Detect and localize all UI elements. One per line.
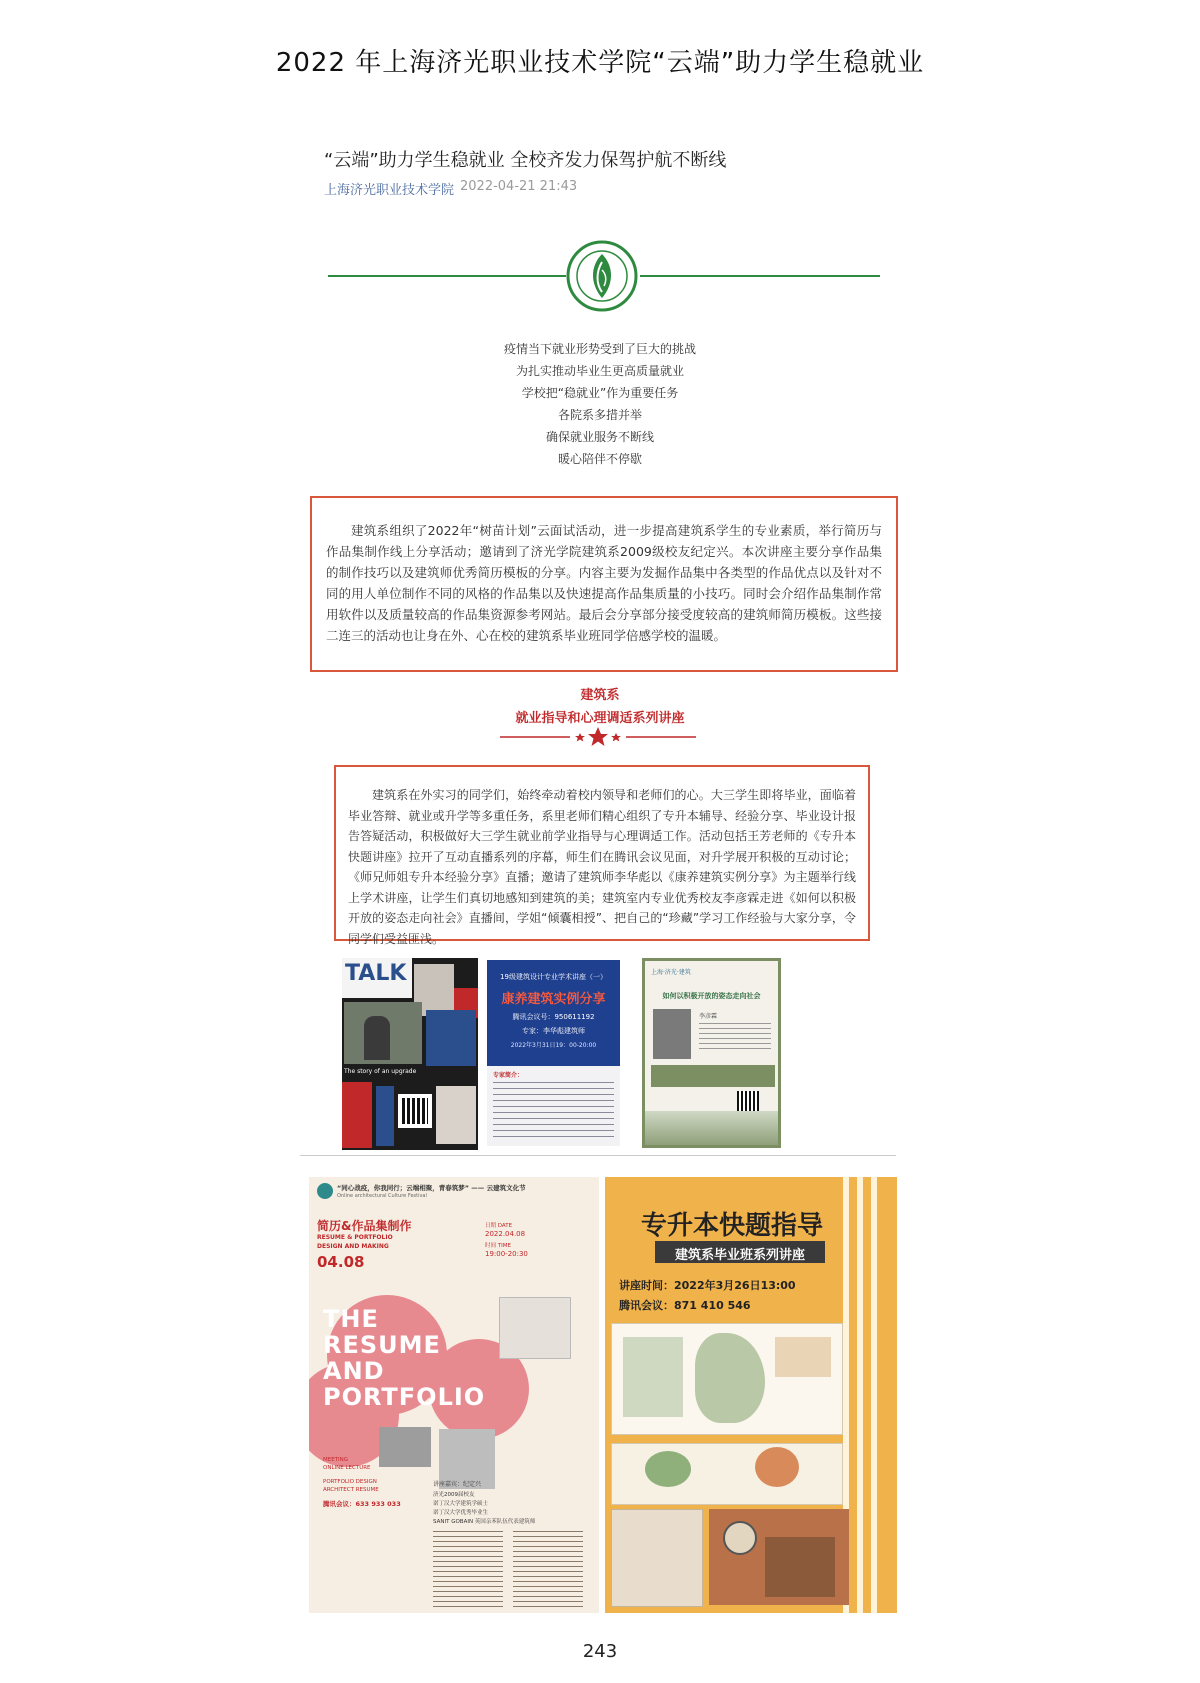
page-number: 243 (582, 1641, 618, 1662)
activity-box-2 (334, 765, 870, 946)
health-time: 2022年3月31日19：00-20:00 (510, 1042, 597, 1049)
social-speaker: 李彦霖 (699, 1013, 718, 1020)
social-brand: 上海·济光·建筑 (651, 969, 691, 976)
health-expert: 专家：李华彪建筑师 (522, 1027, 585, 1035)
health-series: 19级建筑设计专业学术讲座（一） (500, 973, 607, 981)
upgrade-subtitle: 建筑系毕业班系列讲座 (674, 1248, 805, 1263)
poster-divider (300, 1155, 896, 1156)
health-intro-label: 专家简介： (493, 1072, 524, 1079)
resume-date-big: 04.08 (317, 1253, 365, 1271)
activity-box-1 (310, 496, 898, 672)
resume-guest-l3: 诺丁汉大学优秀毕业生 (433, 1510, 489, 1516)
intro-line: 各院系多措并举 (557, 408, 642, 422)
intro-line: 暖心陪伴不停歇 (557, 452, 642, 466)
resume-big-portfolio: PORTFOLIO (323, 1383, 486, 1411)
poster-talk (342, 958, 478, 1150)
talk-heading: TALK (345, 961, 407, 986)
article-date: 2022-04-21 21:43 (460, 179, 578, 194)
resume-slogan: “同心战疫，你我同行；云端相聚，青春筑梦” —— 云建筑文化节 (337, 1184, 526, 1192)
intro-lines (0, 338, 1200, 470)
resume-big-resume: RESUME (323, 1331, 441, 1359)
resume-guest-l1: 济光2009届校友 (433, 1492, 475, 1498)
resume-meeting-label1: MEETING (323, 1457, 349, 1463)
resume-big-and: AND (323, 1357, 385, 1385)
star-divider-icon (500, 726, 696, 748)
poster-upgrade-guidance (605, 1177, 897, 1613)
resume-time-label: 时间 TIME (485, 1243, 511, 1249)
resume-title-cn: 简历&作品集制作 (317, 1219, 412, 1233)
resume-guest-l4: SANIT GOBAIN 英国亲苯队伍代表建筑师 (433, 1519, 536, 1525)
resume-date-label: 日期 DATE (485, 1223, 513, 1229)
activity-box-2-text: 建筑系在外实习的同学们，始终牵动着校内领导和老师们的心。大三学生即将毕业，面临着毕业答辩、就业或升学等多重任务，系里老师们精心组织了专升本辅导、经验分享、毕业设计报告答疑活动，积极做好大三学生就业前学业指导与心理调适工作。活动包括王芳老师的《专升本快题讲座》拉开了互动直播系列的序幕，师生们在腾讯会议见面，对升学展开积极的互动讨论；《师兄师姐专升本经验分享》直播；邀请了建筑师李华彪以《康养建筑实例分享》为主题举行线上学术讲座，让学生们真切地感知到建筑的美；建筑室内专业优秀校友李彦霖走进《如何以积极开放的姿态走向社会》直播间，学姐“倾囊相授”、把自己的“珍藏”学习工作经验与大家分享，令同学们受益匪浅。 (348, 788, 856, 946)
section-title-series: 就业指导和心理调适系列讲座 (515, 711, 685, 726)
resume-big-the: THE (323, 1305, 379, 1333)
section-title-dept: 建筑系 (580, 688, 620, 703)
logo-divider-right (640, 275, 880, 277)
talk-subtitle: The story of an upgrade (344, 1068, 417, 1075)
upgrade-meeting: 腾讯会议：871 410 546 (619, 1299, 751, 1312)
resume-slogan-en: Online architectural Culture Festival (337, 1193, 427, 1199)
school-logo-icon (566, 240, 638, 312)
resume-guest-l2: 诺丁汉大学建筑学硕士 (433, 1501, 489, 1507)
resume-meeting-id: 腾讯会议：633 933 033 (323, 1500, 401, 1508)
logo-divider-left (328, 275, 566, 277)
health-title: 康养建筑实例分享 (501, 992, 606, 1007)
article-source[interactable]: 上海济光职业技术学院 (324, 183, 455, 198)
article-title: “云端”助力学生稳就业 全校齐发力保驾护航不断线 (324, 150, 727, 171)
health-meeting: 腾讯会议号：950611192 (512, 1013, 595, 1021)
intro-line: 确保就业服务不断线 (545, 430, 654, 444)
poster-social (642, 958, 781, 1148)
resume-guest: 讲座嘉宾：纪定兴 (433, 1481, 482, 1488)
resume-title-en1: RESUME & PORTFOLIO (317, 1234, 393, 1241)
resume-design1: PORTFOLIO DESIGN (323, 1479, 377, 1485)
resume-time-value: 19:00-20:30 (485, 1250, 528, 1258)
document-title: 2022 年上海济光职业技术学院“云端”助力学生稳就业 (275, 48, 925, 78)
activity-box-1-text: 建筑系组织了2022年“树苗计划”云面试活动，进一步提高建筑系学生的专业素质，举行简历与作品集制作线上分享活动；邀请到了济光学院建筑系2009级校友纪定兴。本次讲座主要分享作品集的制作技巧以及建筑师优秀简历模板的分享。内容主要为发掘作品集中各类型的作品优点以及针对不同的用人单位制作不同的风格的作品集以及快速提高作品集质量的小技巧。同时会介绍作品集制作常用软件以及质量较高的作品集资源参考网站。最后会分享部分接受度较高的建筑师简历模板。这些接二连三的活动也让身在外、心在校的建筑系毕业班同学倍感学校的温暖。 (326, 523, 882, 643)
poster-health-architecture (487, 960, 620, 1146)
poster-resume-portfolio (309, 1177, 599, 1613)
upgrade-time: 讲座时间：2022年3月26日13:00 (619, 1279, 796, 1292)
resume-meeting-label2: ONLINE LECTURE (323, 1465, 371, 1471)
intro-line: 学校把“稳就业”作为重要任务 (521, 386, 679, 400)
resume-title-en2: DESIGN AND MAKING (317, 1243, 389, 1250)
intro-line: 疫情当下就业形势受到了巨大的挑战 (503, 342, 696, 356)
upgrade-title: 专升本快题指导 (641, 1211, 824, 1241)
resume-design2: ARCHITECT RESUME (323, 1487, 379, 1493)
social-title: 如何以积极开放的姿态走向社会 (662, 992, 761, 1000)
resume-date-value: 2022.04.08 (485, 1230, 526, 1238)
intro-line: 为扎实推动毕业生更高质量就业 (515, 364, 684, 378)
